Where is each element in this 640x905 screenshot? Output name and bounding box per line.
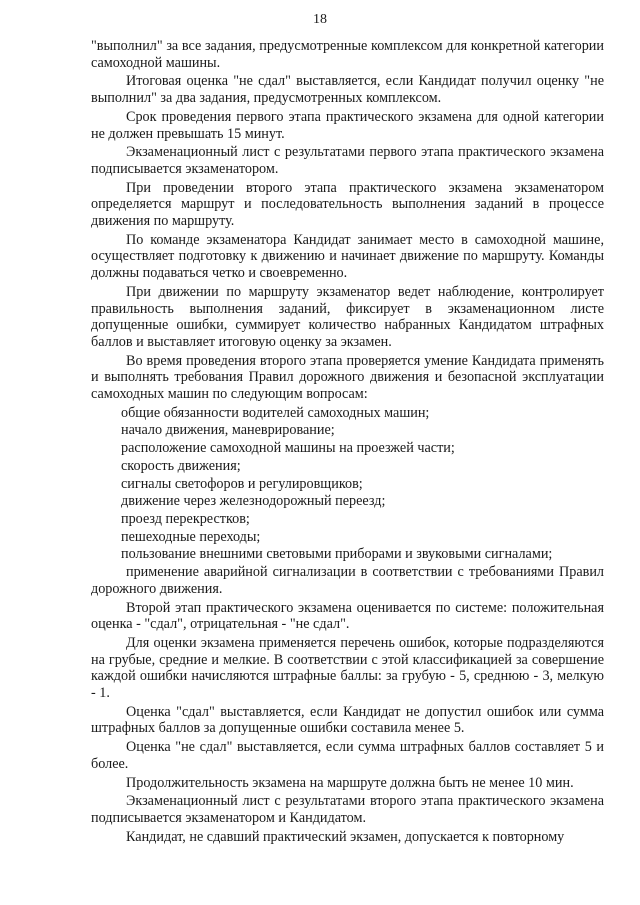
paragraph: Продолжительность экзамена на маршруте должна быть не менее 10 мин. <box>126 774 574 791</box>
paragraph: Для оценки экзамена применяется перечень ошибок, которые подразделяются на грубые, средние и мелкие. В соответствии с этой классификацией за совершение каждой ошибки начисляются штрафные баллы: за грубую - 5, среднюю - 3, мелкую - 1. <box>91 634 604 702</box>
paragraph: Оценка "сдал" выставляется, если Кандидат не допустил ошибок или сумма штрафных баллов за допущенные ошибки составила менее 5. <box>91 703 604 737</box>
paragraph: По команде экзаменатора Кандидат занимает место в самоходной машине, осуществляет подготовку к движению и начинает движение по маршруту. Команды должны подаваться четко и своевременно. <box>91 231 604 282</box>
list-item: проезд перекрестков; <box>121 510 250 527</box>
list-item: движение через железнодорожный переезд; <box>121 493 386 510</box>
paragraph: "выполнил" за все задания, предусмотренные комплексом для конкретной категории самоходной машины. <box>91 38 604 71</box>
paragraph: Экзаменационный лист с результатами второго этапа практического экзамена подписывается экзаменатором и Кандидатом. <box>91 793 604 826</box>
paragraph: При движении по маршруту экзаменатор ведет наблюдение, контролирует правильность выполнения заданий, фиксирует в экзаменационном листе допущенные ошибки, суммирует количество набранных Кандидатом штрафных баллов и выставляет итоговую оценку за экзамен. <box>91 283 604 350</box>
paragraph: Срок проведения первого этапа практического экзамена для одной категории не должен превышать 15 минут. <box>91 108 604 142</box>
page-number: 18 <box>313 12 327 27</box>
paragraph: Оценка "не сдал" выставляется, если сумма штрафных баллов составляет 5 и более. <box>91 739 604 772</box>
document-body <box>91 38 604 847</box>
paragraph: Итоговая оценка "не сдал" выставляется, если Кандидат получил оценку "не выполнил" за два задания, предусмотренных комплексом. <box>91 73 604 107</box>
paragraph: применение аварийной сигнализации в соответствии с требованиями Правил дорожного движения. <box>91 564 604 597</box>
list-item: скорость движения; <box>121 457 241 474</box>
paragraph: Кандидат, не сдавший практический экзамен, допускается к повторному <box>126 828 565 845</box>
list-item: пешеходные переходы; <box>121 528 261 545</box>
list-item: расположение самоходной машины на проезжей части; <box>121 440 455 457</box>
paragraph: Экзаменационный лист с результатами первого этапа практического экзамена подписывается экзаменатором. <box>91 144 604 177</box>
paragraph: Второй этап практического экзамена оценивается по системе: положительная оценка - "сдал", отрицательная - "не сдал". <box>91 599 604 633</box>
paragraph: При проведении второго этапа практического экзамена экзаменатором определяется маршрут и последовательность выполнения заданий в процессе движения по маршруту. <box>91 179 604 230</box>
list-item: начало движения, маневрирование; <box>121 422 335 439</box>
paragraph: Во время проведения второго этапа проверяется умение Кандидата применять и выполнять требования Правил дорожного движения и безопасной эксплуатации самоходных машин по следующим вопросам: <box>91 352 604 403</box>
list-item: сигналы светофоров и регулировщиков; <box>121 475 363 492</box>
list-item: пользование внешними световыми приборами и звуковыми сигналами; <box>121 546 553 563</box>
list-item: общие обязанности водителей самоходных машин; <box>121 404 430 421</box>
